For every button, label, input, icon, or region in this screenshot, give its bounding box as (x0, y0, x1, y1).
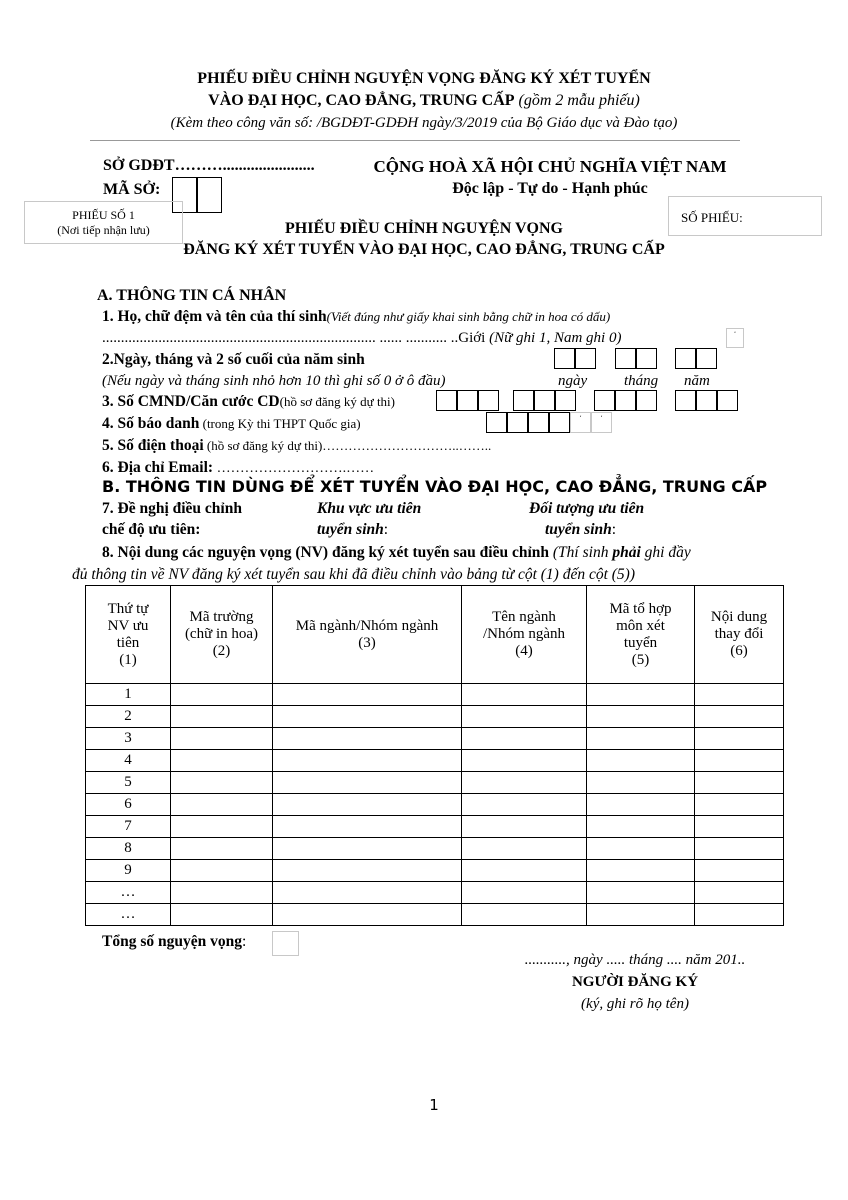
table-row (86, 728, 784, 750)
cell[interactable] (587, 838, 695, 860)
col-header-line: thay đổi (714, 626, 764, 642)
cell[interactable] (695, 860, 784, 882)
field-3-hint: (hồ sơ đăng ký dự thi) (279, 394, 395, 409)
cell[interactable] (273, 882, 462, 904)
cell[interactable] (171, 750, 273, 772)
field-8-hint-b: phải (612, 544, 641, 561)
field-6-email (102, 459, 374, 477)
table-row (86, 772, 784, 794)
nation-name: CỘNG HOÀ XÃ HỘI CHỦ NGHĨA VIỆT NAM (373, 157, 727, 176)
cell[interactable] (273, 772, 462, 794)
field-6-dots: ……………………….…… (213, 461, 375, 476)
cell[interactable] (273, 794, 462, 816)
ma-so-label: MÃ SỞ: (103, 181, 161, 198)
field-2-label: 2.Ngày, tháng và 2 số cuối của năm sinh (102, 351, 365, 368)
cell[interactable] (273, 860, 462, 882)
cell[interactable] (462, 684, 587, 706)
field-8-hint-c: ghi đầy (640, 544, 691, 561)
id-box-11[interactable] (696, 390, 717, 411)
field-1-fullname (102, 308, 610, 326)
cell[interactable] (462, 750, 587, 772)
cell[interactable] (695, 904, 784, 926)
signature-date: ..........., ngày ..... tháng .... năm 201.. (524, 952, 746, 968)
field-6-label: 6. Địa chỉ Email: (102, 459, 214, 476)
col-header-line: (4) (515, 643, 533, 659)
table-row (86, 860, 784, 882)
aspirations-table (85, 585, 784, 926)
document-title-line1: PHIẾU ĐIỀU CHỈNH NGUYỆN VỌNG ĐĂNG KÝ XÉT TUYỂN (197, 70, 651, 87)
copy-recipient: (Nơi tiếp nhận lưu) (57, 223, 150, 237)
total-aspirations (102, 933, 246, 951)
copy-number: PHIẾU SỐ 1 (72, 208, 135, 222)
gender-box[interactable]: ʻ (726, 328, 744, 348)
national-motto: Độc lập - Tự do - Hạnh phúc (452, 180, 648, 197)
col-header-line: Mã tổ hợp (609, 600, 672, 617)
col-header-line: (1) (119, 651, 137, 668)
id-box-1[interactable] (436, 390, 457, 411)
id-box-5[interactable] (534, 390, 555, 411)
cell[interactable] (273, 706, 462, 728)
cell[interactable] (695, 706, 784, 728)
col-header-school-code (171, 586, 273, 684)
field-4-hint: (trong Kỳ thi THPT Quốc gia) (199, 416, 361, 431)
so-phieu-label: SỐ PHIẾU: (681, 210, 743, 225)
cell[interactable] (695, 728, 784, 750)
total-label: Tổng số nguyện vọng (102, 933, 242, 950)
row-number: 5 (86, 772, 171, 794)
cell[interactable] (273, 904, 462, 926)
id-box-7[interactable] (594, 390, 615, 411)
fullname-dots: ......................................................................... ...... ........... ..Giới (102, 330, 486, 346)
row-number: 9 (86, 860, 171, 882)
header-divider (90, 140, 740, 141)
col-header-line: (5) (631, 651, 650, 668)
cell[interactable] (695, 838, 784, 860)
field-4-sbd (102, 415, 361, 433)
doi-tuong-colon: : (611, 521, 617, 538)
month-label: tháng (624, 373, 659, 389)
id-box-3[interactable] (478, 390, 499, 411)
month-box-1[interactable] (615, 348, 636, 369)
sbd-box-4[interactable] (549, 412, 570, 433)
field-1-hint: (Viết đúng như giấy khai sinh bằng chữ in hoa có dấu) (326, 309, 611, 324)
field-8-label: 8. Nội dung các nguyện vọng (NV) đăng ký xét tuyển sau điều chỉnh (102, 544, 553, 561)
field-3-id (102, 393, 395, 411)
row-number: 1 (86, 684, 171, 706)
col-header-change (695, 586, 784, 684)
gender-hint: (Nữ ghi 1, Nam ghi 0) (489, 330, 622, 346)
signature-hint: (ký, ghi rõ họ tên) (581, 996, 689, 1012)
form-title-line1: PHIẾU ĐIỀU CHỈNH NGUYỆN VỌNG (285, 220, 563, 237)
page-number: 1 (429, 1096, 439, 1114)
field-8-hint-a: (Thí sinh (552, 544, 613, 561)
table-header-row (86, 586, 784, 684)
col-header-line: Tên ngành (492, 609, 556, 625)
id-box-10[interactable] (675, 390, 696, 411)
cell[interactable] (695, 684, 784, 706)
cell[interactable] (462, 772, 587, 794)
col-header-priority (86, 586, 171, 684)
cell[interactable] (171, 904, 273, 926)
field-7-label-line2: chế độ ưu tiên: (102, 521, 201, 538)
row-number: 4 (86, 750, 171, 772)
sbd-box-3[interactable] (528, 412, 549, 433)
day-box-1[interactable] (554, 348, 575, 369)
col-header-subject-combo (587, 586, 695, 684)
cell[interactable] (462, 816, 587, 838)
col-header-line: (chữ in hoa) (184, 626, 259, 642)
cell[interactable] (273, 684, 462, 706)
cell[interactable] (587, 816, 695, 838)
cell[interactable] (273, 816, 462, 838)
row-number: … (86, 904, 171, 926)
cell[interactable] (462, 728, 587, 750)
doi-tuong-label-line1: Đối tượng ưu tiên (529, 500, 645, 517)
col-header-line: Mã trường (189, 609, 254, 625)
year-box-1[interactable] (675, 348, 696, 369)
row-number: 6 (86, 794, 171, 816)
cell[interactable] (587, 794, 695, 816)
id-box-12[interactable] (717, 390, 738, 411)
cell[interactable] (273, 728, 462, 750)
cell[interactable] (587, 728, 695, 750)
day-label: ngày (558, 373, 588, 389)
khu-vuc-colon: : (383, 521, 389, 538)
col-header-line: (6) (730, 643, 748, 659)
fullname-line[interactable] (102, 330, 621, 347)
id-box-6[interactable] (555, 390, 576, 411)
field-2-hint: (Nếu ngày và tháng sinh nhỏ hơn 10 thì ghi số 0 ở ô đầu) (102, 373, 446, 389)
total-colon: : (241, 933, 247, 950)
cell[interactable] (695, 794, 784, 816)
sbd-box-6[interactable]: ʻ (591, 412, 612, 433)
sbd-box-5[interactable]: ʻ (570, 412, 591, 433)
field-8-line2: đủ thông tin về NV đăng ký xét tuyển sau khi đã điều chỉnh vào bảng từ cột (1) đến cột (5)) (72, 566, 636, 583)
year-box-2[interactable] (696, 348, 717, 369)
cell[interactable] (587, 750, 695, 772)
row-number: 7 (86, 816, 171, 838)
cell[interactable] (171, 684, 273, 706)
field-5-phone (102, 437, 491, 455)
table-row (86, 838, 784, 860)
cell[interactable] (462, 904, 587, 926)
col-header-line: Thứ tự (107, 600, 149, 617)
title-note: (gồm 2 mẫu phiếu) (518, 92, 640, 109)
khu-vuc-label-line2 (317, 521, 388, 539)
col-header-line: /Nhóm ngành (482, 626, 566, 642)
cell[interactable] (462, 838, 587, 860)
cell[interactable] (587, 772, 695, 794)
sbd-box-1[interactable] (486, 412, 507, 433)
cell[interactable] (171, 706, 273, 728)
cell[interactable] (171, 816, 273, 838)
row-number: … (86, 882, 171, 904)
cell[interactable] (587, 860, 695, 882)
field-4-label: 4. Số báo danh (102, 415, 200, 432)
col-header-line: NV ưu (107, 617, 149, 634)
cell[interactable] (462, 706, 587, 728)
cell[interactable] (695, 750, 784, 772)
cell[interactable] (171, 882, 273, 904)
col-header-line: Nội dung (710, 609, 768, 625)
col-header-line: tiên (116, 634, 140, 651)
table-row (86, 904, 784, 926)
khu-vuc-label-text: tuyển sinh (317, 521, 384, 538)
id-box-8[interactable] (615, 390, 636, 411)
document-title-line2 (0, 92, 848, 110)
title-line2-text: VÀO ĐẠI HỌC, CAO ĐẲNG, TRUNG CẤP (208, 92, 515, 109)
id-box-4[interactable] (513, 390, 534, 411)
field-5-hint: (hồ sơ đăng ký dự thi)…………………………..…….. (203, 438, 492, 453)
total-box[interactable] (272, 931, 299, 956)
id-box-9[interactable] (636, 390, 657, 411)
so-gddt-field: SỞ GDĐT………....................... (103, 157, 315, 174)
cell[interactable] (171, 838, 273, 860)
col-header-line: Mã ngành/Nhóm ngành (295, 617, 439, 634)
field-7-label-line1: 7. Đề nghị điều chỉnh (102, 500, 242, 517)
sbd-box-2[interactable] (507, 412, 528, 433)
cell[interactable] (171, 860, 273, 882)
year-label: năm (684, 373, 710, 389)
col-header-line: (3) (358, 634, 376, 651)
cell[interactable] (273, 750, 462, 772)
cell[interactable] (273, 838, 462, 860)
field-5-label: 5. Số điện thoại (102, 437, 204, 454)
col-header-line: môn xét (616, 617, 665, 634)
cell[interactable] (462, 860, 587, 882)
table-row (86, 706, 784, 728)
field-8-line1 (102, 544, 691, 562)
cell[interactable] (462, 882, 587, 904)
cell[interactable] (587, 706, 695, 728)
reference-line: (Kèm theo công văn số: /BGDĐT-GDĐH ngày/3/2019 của Bộ Giáo dục và Đào tạo) (170, 115, 678, 131)
cell[interactable] (587, 684, 695, 706)
doi-tuong-label-text: tuyển sinh (545, 521, 612, 538)
cell[interactable] (587, 882, 695, 904)
cell[interactable] (695, 772, 784, 794)
cell[interactable] (171, 728, 273, 750)
section-a-heading: A. THÔNG TIN CÁ NHÂN (97, 287, 287, 304)
col-header-line: (2) (212, 643, 231, 659)
day-box-2[interactable] (575, 348, 596, 369)
table-row (86, 750, 784, 772)
cell[interactable] (171, 772, 273, 794)
cell[interactable] (462, 794, 587, 816)
month-box-2[interactable] (636, 348, 657, 369)
table-row (86, 882, 784, 904)
cell[interactable] (695, 816, 784, 838)
section-b-heading: B. THÔNG TIN DÙNG ĐỂ XÉT TUYỂN VÀO ĐẠI HỌC, CAO ĐẲNG, TRUNG CẤP (102, 477, 768, 496)
cell[interactable] (171, 794, 273, 816)
col-header-major-name (462, 586, 587, 684)
table-row (86, 794, 784, 816)
row-number: 3 (86, 728, 171, 750)
col-header-line: tuyển (623, 634, 658, 651)
id-box-2[interactable] (457, 390, 478, 411)
signature-role: NGƯỜI ĐĂNG KÝ (571, 974, 699, 990)
table-row (86, 816, 784, 838)
cell[interactable] (587, 904, 695, 926)
field-1-label: 1. Họ, chữ đệm và tên của thí sinh (102, 308, 327, 325)
field-3-label: 3. Số CMND/Căn cước CD (102, 393, 280, 410)
col-header-major-code (273, 586, 462, 684)
ma-so-box-2[interactable] (197, 177, 222, 213)
row-number: 2 (86, 706, 171, 728)
form-title-line2: ĐĂNG KÝ XÉT TUYỂN VÀO ĐẠI HỌC, CAO ĐẲNG, TRUNG CẤP (183, 241, 665, 258)
cell[interactable] (695, 882, 784, 904)
row-number: 8 (86, 838, 171, 860)
khu-vuc-label-line1: Khu vực ưu tiên (317, 500, 422, 517)
table-row (86, 684, 784, 706)
doi-tuong-label-line2 (545, 521, 616, 539)
